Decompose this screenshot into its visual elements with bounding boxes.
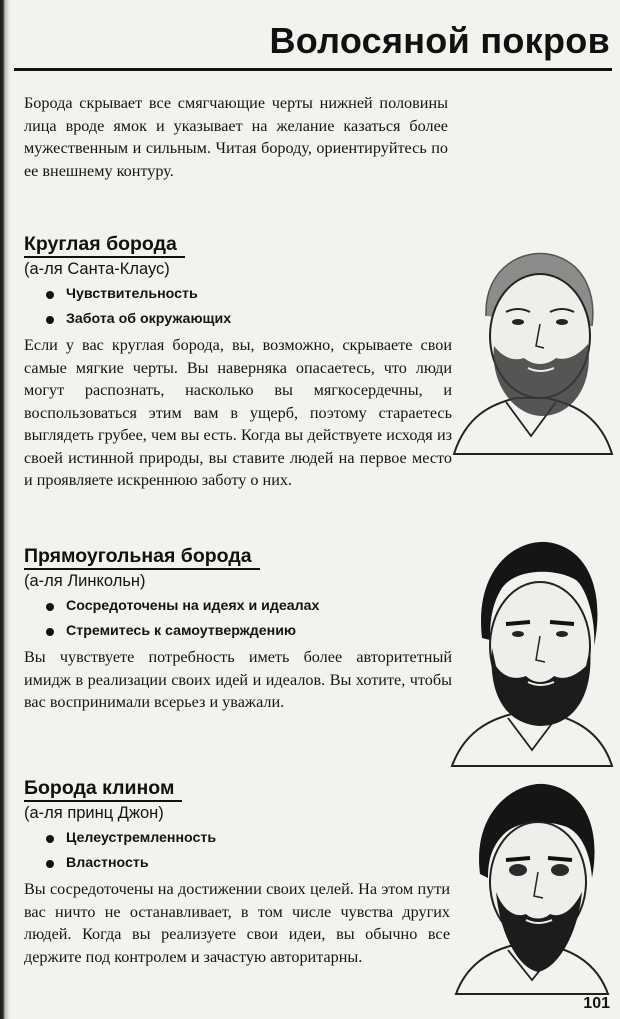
- bullet-icon: [46, 628, 54, 636]
- section-heading: Круглая борода: [24, 232, 185, 258]
- page-title: Волосяной покров: [269, 20, 610, 61]
- section-wedge-beard: [24, 776, 454, 968]
- page-number: 101: [583, 995, 610, 1012]
- bullet-icon: [46, 291, 54, 299]
- round-beard-portrait: [446, 226, 616, 456]
- section-rectangular-beard: [24, 544, 454, 714]
- trait-item: Забота об окружающих: [44, 307, 454, 332]
- section-body: Вы сосредоточены на достижении своих целей. На этом пути вас ничто не останавливает, в том числе чувства других людей. Когда вы реализуете свои идеи, вы обычно все держите под контролем и зачастую авторитарны.: [24, 880, 450, 966]
- bullet-icon: [46, 835, 54, 843]
- trait-item: Стремитесь к самоутверждению: [44, 619, 454, 644]
- intro-paragraph: Борода скрывает все смягчающие черты нижней половины лица вроде ямок и указывает на желание казаться более мужественным и сильным. Читая бороду, ориентируйтесь по ее внешнему контуру.: [24, 94, 448, 180]
- section-body: Вы чувствуете потребность иметь более авторитетный имидж в реализации своих идей и идеалов. Вы хотите, чтобы вас воспринимали всерьез и уважали.: [24, 648, 452, 711]
- bullet-icon: [46, 603, 54, 611]
- section-heading: Прямоугольная борода: [24, 544, 260, 570]
- section-body: Если у вас круглая борода, вы, возможно, скрываете свои самые мягкие черты. Вы наверняка опасаетесь, что люди могут распознать, насколько вы мягкосердечны, и воспользоваться этим вам в ущерб, поэтому стараетесь выглядеть грубее, чем вы есть. Когда вы действуете исходя из своей истинной природы, вы ставите людей на первое место и проявляете искреннюю заботу о них.: [24, 336, 452, 489]
- rectangular-beard-portrait: [446, 528, 616, 768]
- trait-list: [24, 826, 454, 876]
- section-heading: Борода клином: [24, 776, 182, 802]
- section-subtitle: (а-ля принц Джон): [24, 804, 164, 822]
- wedge-beard-portrait: [452, 774, 612, 996]
- header-rule: [14, 68, 612, 71]
- section-round-beard: [24, 232, 454, 492]
- trait-list: [24, 594, 454, 644]
- bullet-icon: [46, 316, 54, 324]
- trait-item: Сосредоточены на идеях и идеалах: [44, 594, 454, 619]
- section-subtitle: (а-ля Санта-Клаус): [24, 260, 170, 278]
- bullet-icon: [46, 860, 54, 868]
- page-spine-shadow: [0, 0, 10, 1019]
- section-subtitle: (а-ля Линкольн): [24, 572, 146, 590]
- trait-item: Чувствительность: [44, 282, 454, 307]
- trait-list: [24, 282, 454, 332]
- trait-item: Властность: [44, 851, 454, 876]
- trait-item: Целеустремленность: [44, 826, 454, 851]
